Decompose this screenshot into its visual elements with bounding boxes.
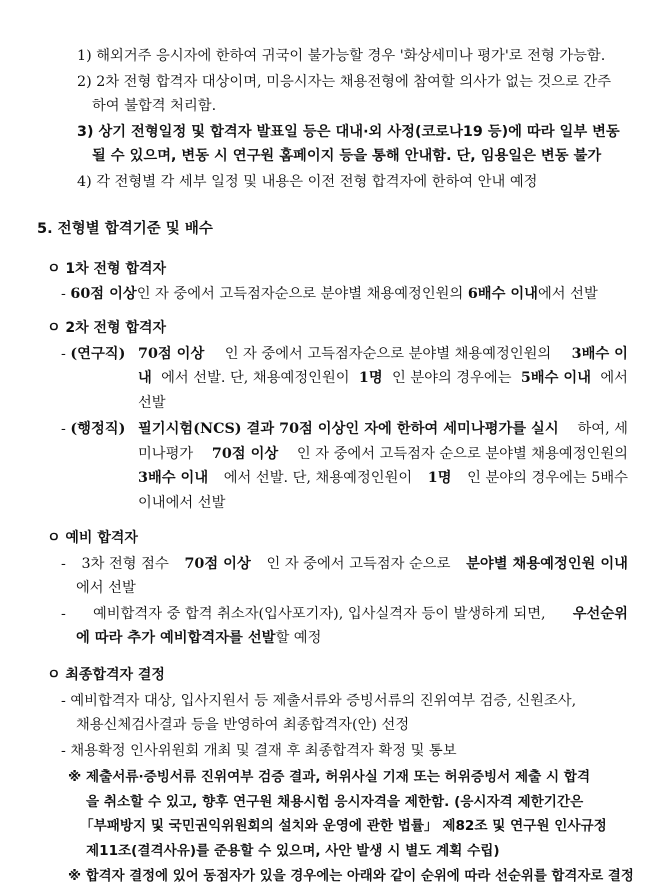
research-tag: - (연구직): [61, 346, 126, 362]
note-1: 1) 해외거주 응시자에 한하여 귀국이 불가능할 경우 '화상세미나 평가'로 전형 가능함.: [77, 48, 606, 64]
admin-line-3: 3배수 이내 에서 선발. 단, 채용예정인원이 1명 인 분야의 경우에는 5배수: [138, 470, 628, 486]
reserve-item-2: - 예비합격자 중 합격 취소자(입사포기자), 입사실격자 등이 발생하게 되면, 우선순위: [61, 606, 628, 622]
reserve-item-2-cont: 에 따라 추가 예비합격자를 선발할 예정: [76, 630, 322, 646]
note-2: 2) 2차 전형 합격자 대상이며, 미응시자는 채용전형에 참여할 의사가 없는 것으로 간주: [77, 74, 612, 90]
final-label: ㅇ 최종합격자 결정: [47, 667, 165, 683]
note-3: 3) 상기 전형일정 및 합격자 발표일 등은 대내·외 사정(코로나19 등)에 따라 일부 변동: [77, 124, 620, 140]
research-line-3: 선발: [138, 395, 166, 411]
admin-tag: - (행정직): [61, 421, 126, 437]
first-stage-criteria: - 60점 이상인 자 중에서 고득점자순으로 분야별 채용예정인원의 6배수 이내에서 선발: [61, 286, 598, 302]
final-item-1-cont: 채용신체검사결과 등을 반영하여 최종합격자(안) 선정: [76, 717, 410, 733]
note-4: 4) 각 전형별 각 세부 일정 및 내용은 이전 전형 합격자에 한하여 안내 예정: [77, 174, 538, 190]
final-note-1-line-1: ※ 제출서류·증빙서류 진위여부 검증 결과, 허위사실 기재 또는 허위증빙서 제출 시 합격: [68, 769, 591, 785]
note-2-cont: 하여 불합격 처리함.: [92, 98, 217, 114]
admin-line-1: 필기시험(NCS) 결과 70점 이상인 자에 한하여 세미나평가를 실시 하여, 세: [138, 421, 628, 437]
final-note-1-line-2: 을 취소할 수 있고, 향후 연구원 채용시험 응시자격을 제한함. (응시자격 제한기간은: [86, 794, 584, 810]
section-heading: 5. 전형별 합격기준 및 배수: [37, 221, 213, 237]
reserve-label: ㅇ 예비 합격자: [47, 530, 138, 546]
research-line-1: 70점 이상 인 자 중에서 고득점자순으로 분야별 채용예정인원의 3배수 이: [138, 346, 628, 362]
final-note-1-line-3: 「부패방지 및 국민권익위원회의 설치와 운영에 관한 법률」 제82조 및 연구원 인사규정: [80, 818, 607, 834]
first-stage-label: ㅇ 1차 전형 합격자: [47, 261, 167, 277]
final-note-2: ※ 합격자 결정에 있어 동점자가 있을 경우에는 아래와 같이 순위에 따라 선순위를 합격자로 결정: [68, 869, 634, 884]
reserve-item-1-cont: 에서 선발: [76, 580, 136, 596]
admin-line-4: 이내에서 선발: [138, 495, 226, 511]
reserve-item-1: - 3차 전형 점수 70점 이상 인 자 중에서 고득점자 순으로 분야별 채용예정인원 이내: [61, 556, 628, 572]
second-stage-label: ㅇ 2차 전형 합격자: [47, 320, 167, 336]
admin-line-2: 미나평가 70점 이상 인 자 중에서 고득점자 순으로 분야별 채용예정인원의: [138, 446, 628, 462]
final-item-1: - 예비합격자 대상, 입사지원서 등 제출서류와 증빙서류의 진위여부 검증, 신원조사,: [61, 693, 577, 709]
final-note-1-line-4: 제11조(결격사유)를 준용할 수 있으며, 사안 발생 시 별도 계획 수립): [86, 843, 500, 859]
final-item-2: - 채용확정 인사위원회 개최 및 결재 후 최종합격자 확정 및 통보: [61, 743, 457, 759]
note-3-cont: 될 수 있으며, 변동 시 연구원 홈페이지 등을 통해 안내함. 단, 임용일은 변동 불가: [92, 148, 602, 164]
research-line-2: 내 에서 선발. 단, 채용예정인원이 1명 인 분야의 경우에는 5배수 이내 에서: [138, 370, 628, 386]
